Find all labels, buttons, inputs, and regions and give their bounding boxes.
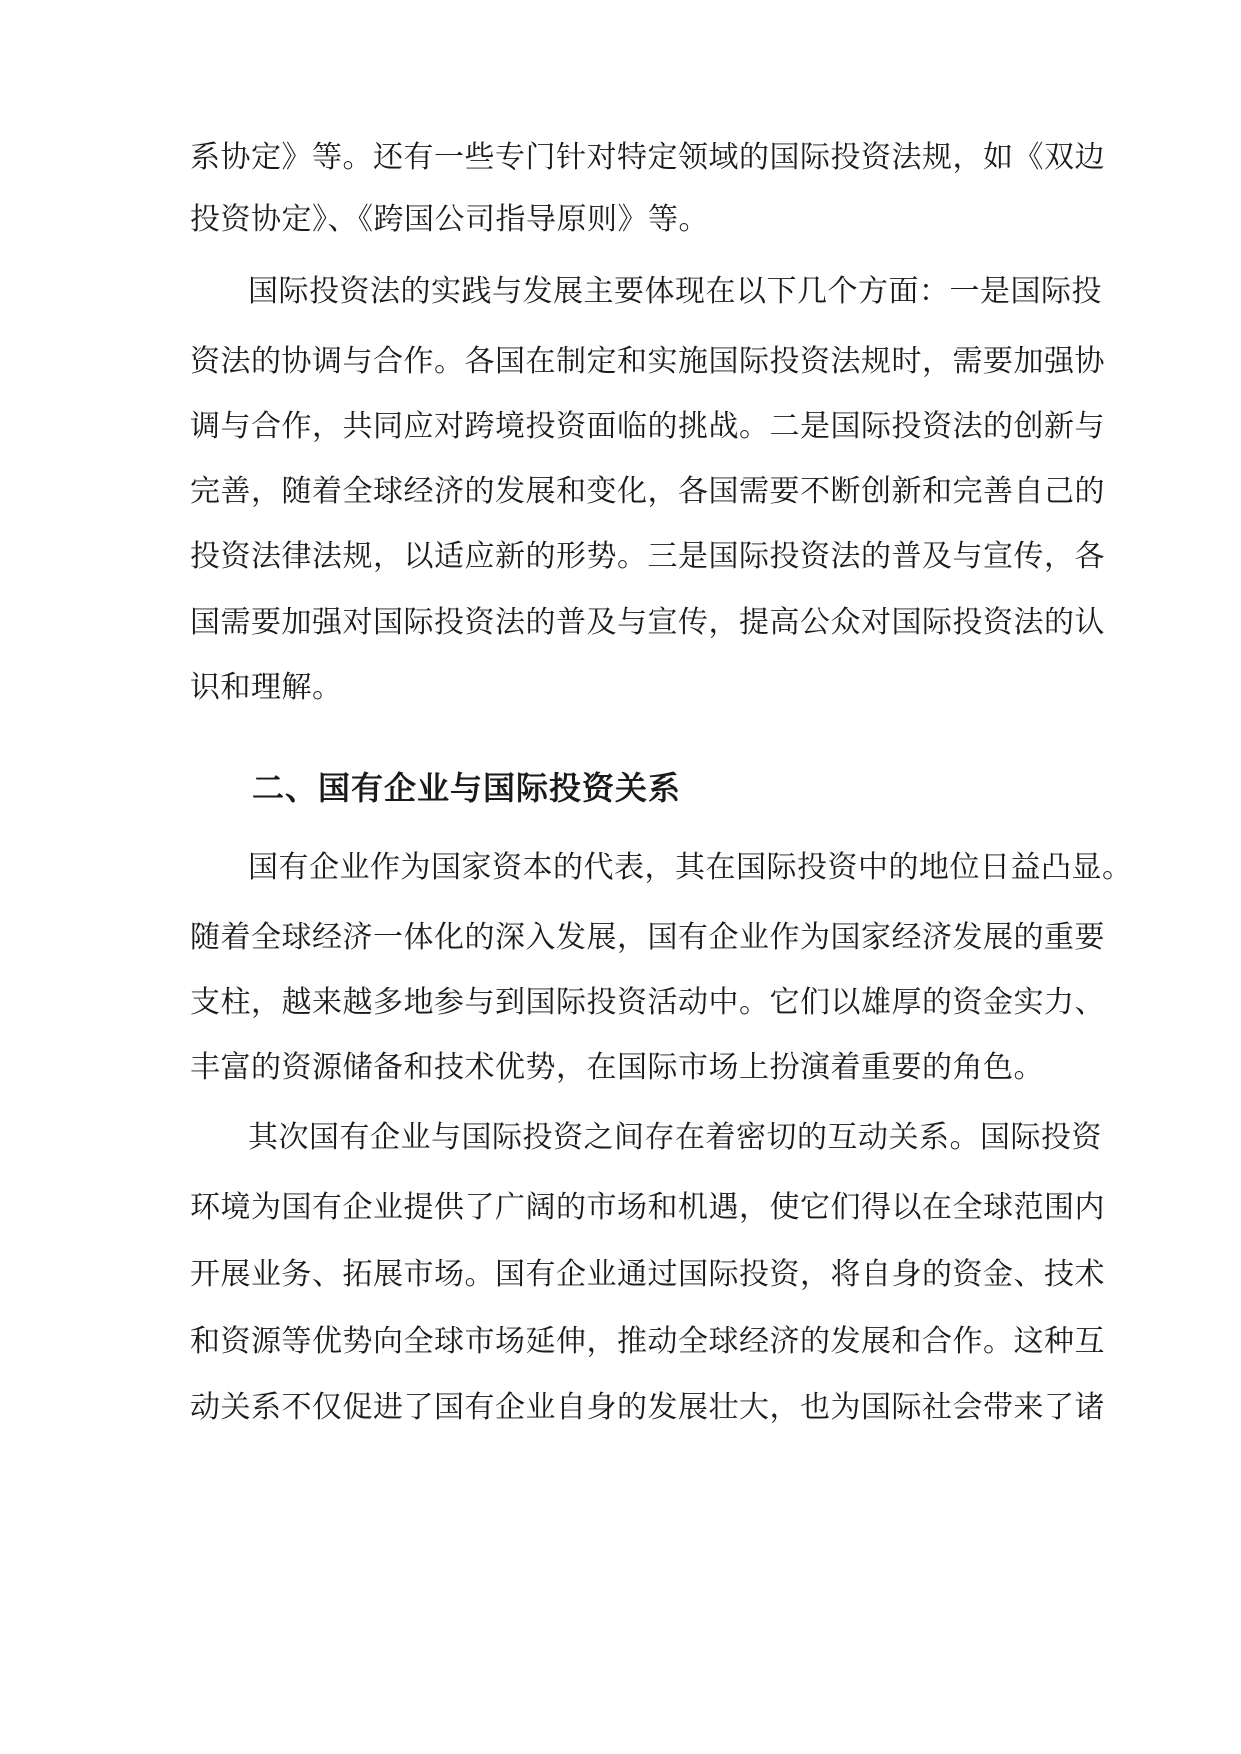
p3-line-2: 随着全球经济一体化的深入发展，国有企业作为国家经济发展的重要 (190, 920, 1105, 955)
p1-line-2: 投资协定》、《跨国公司指导原则》等。 (190, 202, 709, 237)
p2-line-2: 资法的协调与合作。各国在制定和实施国际投资法规时，需要加强协 (190, 344, 1105, 379)
p3-line-1: 国有企业作为国家资本的代表，其在国际投资中的地位日益凸显。 (248, 850, 1133, 885)
p3-line-4: 丰富的资源储备和技术优势，在国际市场上扮演着重要的角色。 (190, 1050, 1044, 1085)
p2-line-5: 投资法律法规，以适应新的形势。三是国际投资法的普及与宣传，各 (190, 539, 1105, 574)
p1-line-1: 系协定》等。还有一些专门针对特定领域的国际投资法规，如《双边 (190, 140, 1105, 175)
p2-line-7: 识和理解。 (190, 670, 343, 705)
p4-line-2: 环境为国有企业提供了广阔的市场和机遇，使它们得以在全球范围内 (190, 1190, 1105, 1225)
section-heading: 二、国有企业与国际投资关系 (252, 769, 682, 807)
p2-line-6: 国需要加强对国际投资法的普及与宣传，提高公众对国际投资法的认 (190, 605, 1105, 640)
p2-line-1: 国际投资法的实践与发展主要体现在以下几个方面：一是国际投 (248, 274, 1102, 309)
p3-line-3: 支柱，越来越多地参与到国际投资活动中。它们以雄厚的资金实力、 (190, 985, 1105, 1020)
p4-line-4: 和资源等优势向全球市场延伸，推动全球经济的发展和合作。这种互 (190, 1324, 1105, 1359)
p4-line-1: 其次国有企业与国际投资之间存在着密切的互动关系。国际投资 (248, 1120, 1102, 1155)
p2-line-3: 调与合作，共同应对跨境投资面临的挑战。二是国际投资法的创新与 (190, 409, 1105, 444)
p4-line-3: 开展业务、拓展市场。国有企业通过国际投资，将自身的资金、技术 (190, 1257, 1105, 1292)
p2-line-4: 完善，随着全球经济的发展和变化，各国需要不断创新和完善自己的 (190, 474, 1105, 509)
p4-line-5: 动关系不仅促进了国有企业自身的发展壮大，也为国际社会带来了诸 (190, 1390, 1105, 1425)
